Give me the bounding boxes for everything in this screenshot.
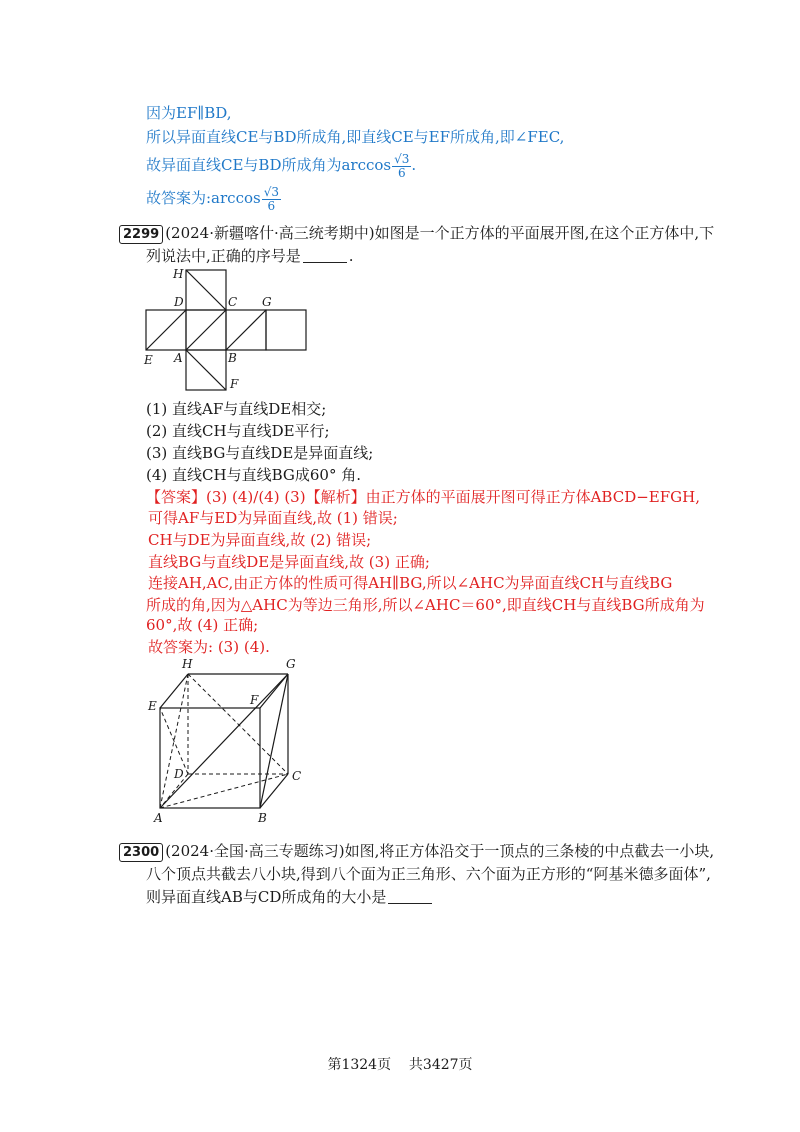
- question-2300-line-3: [146, 887, 434, 907]
- cube-label-F: F: [250, 693, 259, 707]
- net-label-D: D: [174, 295, 184, 309]
- answer-line-8: 故答案为: (3) (4).: [148, 638, 270, 656]
- question-text-suffix: .: [348, 247, 354, 265]
- cube-label-C: C: [292, 769, 302, 783]
- answer-line-3: CH与DE为异面直线,故 (2) 错误;: [148, 531, 372, 549]
- question-2300-line-2: 八个顶点共截去八小块,得到八个面为正三角形、六个面为正方形的“阿基米德多面体”,: [146, 865, 711, 883]
- net-square-right2: [266, 310, 306, 350]
- net-label-F: F: [230, 377, 239, 391]
- question-text: 列说法中,正确的序号是: [146, 247, 301, 265]
- cube-label-A: A: [154, 811, 163, 824]
- answer-blank[interactable]: [303, 248, 347, 263]
- question-text: (2024·全国·高三专题练习)如图,将正方体沿交于一顶点的三条棱的中点截去一小块,: [165, 842, 715, 860]
- option-3: (3) 直线BG与直线DE是异面直线;: [146, 444, 374, 462]
- cube-label-G: G: [286, 657, 296, 671]
- solution-line-4-text: 故答案为:arccos: [146, 189, 261, 207]
- answer-line-6: 所成的角,因为△AHC为等边三角形,所以∠AHC＝60°,即直线CH与直线BG所成角为: [146, 596, 705, 614]
- cube-figure: [140, 656, 310, 824]
- solution-line-1: 因为EF∥BD,: [146, 104, 232, 122]
- net-label-G: G: [262, 295, 272, 309]
- line-DE: [160, 708, 188, 774]
- solution-line-3-suffix: .: [411, 156, 417, 174]
- page-number: 第1324页: [327, 1057, 392, 1073]
- question-number: 2300: [119, 843, 163, 862]
- fraction-denominator: 6: [397, 165, 406, 180]
- answer-line-2: 可得AF与ED为异面直线,故 (1) 错误;: [148, 509, 398, 527]
- net-label-E: E: [144, 353, 153, 367]
- answer-line-1: 【答案】(3) (4)/(4) (3)【解析】由正方体的平面展开图可得正方体ABCD−EFGH,: [146, 488, 700, 506]
- fraction-denominator: 6: [267, 198, 276, 213]
- net-label-B: B: [228, 351, 237, 365]
- cube-net-figure: [138, 264, 318, 392]
- fraction-sqrt3-over-6: [262, 186, 281, 213]
- page-total: 共3427页: [408, 1057, 473, 1073]
- question-text: 则异面直线AB与CD所成角的大小是: [146, 888, 387, 906]
- solution-line-2: 所以异面直线CE与BD所成角,即直线CE与EF所成角,即∠FEC,: [146, 128, 565, 146]
- fraction-numerator: √3: [263, 184, 279, 199]
- diagonal-bottom: [186, 350, 226, 390]
- solution-line-3: [146, 148, 416, 182]
- edge-EH: [160, 674, 188, 708]
- solution-line-3-text: 故异面直线CE与BD所成角为arccos: [146, 156, 392, 174]
- option-4: (4) 直线CH与直线BG成60° 角.: [146, 466, 361, 484]
- question-text: (2024·新疆喀什·高三统考期中)如图是一个正方体的平面展开图,在这个正方体中,下: [165, 224, 715, 242]
- line-AG: [160, 674, 288, 808]
- answer-line-4: 直线BG与直线DE是异面直线,故 (3) 正确;: [148, 553, 430, 571]
- question-2300-line-1: [119, 841, 714, 862]
- diagonal-center: [186, 310, 226, 350]
- net-label-H: H: [173, 267, 184, 281]
- cube-label-H: H: [182, 657, 193, 671]
- fraction-sqrt3-over-6: [392, 153, 411, 180]
- option-1: (1) 直线AF与直线DE相交;: [146, 400, 327, 418]
- fraction-numerator: √3: [394, 151, 410, 166]
- net-label-A: A: [174, 351, 183, 365]
- solution-line-4: [146, 181, 281, 215]
- diagonal-right: [226, 310, 266, 350]
- question-number: 2299: [119, 225, 163, 244]
- net-label-C: C: [228, 295, 238, 309]
- option-2: (2) 直线CH与直线DE平行;: [146, 422, 330, 440]
- cube-label-E: E: [148, 699, 157, 713]
- cube-label-B: B: [258, 811, 267, 824]
- question-2299-line-2: [146, 246, 354, 266]
- answer-line-5: 连接AH,AC,由正方体的性质可得AH∥BG,所以∠AHC为异面直线CH与直线BG: [148, 574, 673, 592]
- answer-blank[interactable]: [388, 889, 432, 904]
- edge-CB: [260, 774, 288, 808]
- page-footer: [0, 1054, 800, 1074]
- diagonal-top: [186, 270, 226, 310]
- question-2299-line-1: [119, 223, 714, 244]
- line-BG: [260, 674, 288, 808]
- diagonal-left: [146, 310, 186, 350]
- cube-label-D: D: [174, 767, 184, 781]
- answer-line-7: 60°,故 (4) 正确;: [146, 616, 259, 634]
